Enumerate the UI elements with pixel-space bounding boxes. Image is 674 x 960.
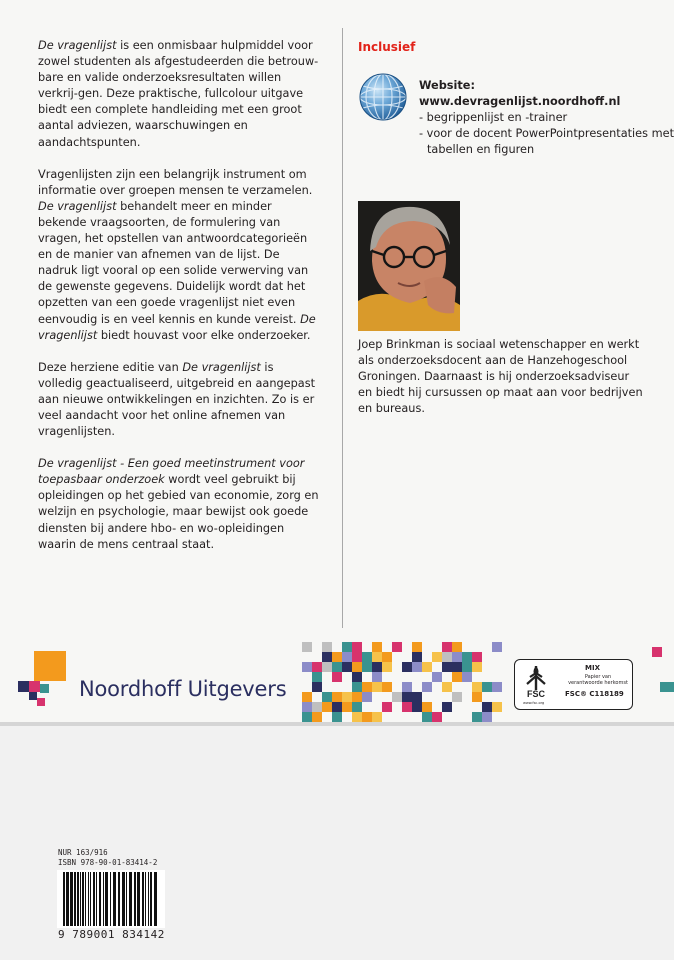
mosaic-tile (352, 662, 362, 672)
mosaic-tile (332, 702, 342, 712)
mosaic-tile (322, 702, 332, 712)
barcode-bar (126, 872, 127, 926)
barcode-bar (80, 872, 81, 926)
fsc-label (514, 659, 633, 710)
mosaic-tile (402, 662, 412, 672)
barcode-bar (145, 872, 146, 926)
barcode-bar (110, 872, 111, 926)
mosaic-tile (352, 682, 362, 692)
book-full-title: De vragenlijst - Een goed meetinstrument voor toepasbaar onderzoek (38, 457, 305, 487)
barcode-bar (150, 872, 152, 926)
mosaic-tile (422, 712, 432, 722)
included-item: - voor de docent PowerPointpresentaties met tabellen en figuren (419, 127, 674, 156)
mosaic-tile (332, 712, 342, 722)
mosaic-tile (322, 692, 332, 702)
barcode-bar (142, 872, 144, 926)
mosaic-tile (362, 662, 372, 672)
mosaic-tile (412, 652, 422, 662)
barcode-bar (134, 872, 136, 926)
decorative-square (660, 682, 674, 692)
mosaic-tile (422, 662, 432, 672)
mosaic-tile (462, 672, 472, 682)
description-paragraph-2: Vragenlijsten zijn een belangrijk instrument om informatie over groepen mensen te verzamelen. De vragenlijst behandelt meer en minder bekende vraagsoorten, de formulering van vragen, het opstellen van antwoordcategorieën en de manier van afnemen van de lijst. De nadruk ligt vooral op een solide verwerving van de gewenste gegevens. Duidelijk wordt dat het opzetten van een goede vragenlijst niet even eenvoudig is en veel kennis en kunde vereist. De vragenlijst biedt houvast voor elke onderzoeker. (38, 167, 316, 342)
mosaic-tile (372, 652, 382, 662)
mosaic-tile (442, 652, 452, 662)
barcode-bar (70, 872, 73, 926)
mosaic-tile (322, 652, 332, 662)
description-paragraph-4: De vragenlijst - Een goed meetinstrument voor toepasbaar onderzoek wordt veel gebruikt bij opleidingen op het gebied van economie, zorg en welzijn en psychologie, maar bewijst ook goede diensten bij andere hbo- en wo-opleidingen waarin de mens centraal staat. (38, 457, 319, 551)
mosaic-tile (432, 652, 442, 662)
mosaic-tile (482, 702, 492, 712)
barcode-bar (129, 872, 132, 926)
mosaic-tile (352, 712, 362, 722)
mosaic-tile (442, 642, 452, 652)
mosaic-tile (302, 702, 312, 712)
mosaic-tile (452, 672, 462, 682)
mosaic-tile (372, 672, 382, 682)
mosaic-tile (392, 692, 402, 702)
mosaic-tile (432, 672, 442, 682)
decorative-square (652, 647, 662, 657)
mosaic-tile (432, 712, 442, 722)
mosaic-tile (342, 702, 352, 712)
mosaic-tile (442, 702, 452, 712)
publisher-name: Noordhoff Uitgevers (79, 677, 287, 701)
mosaic-tile (322, 642, 332, 652)
mosaic-tile (462, 652, 472, 662)
mosaic-tile (492, 682, 502, 692)
mosaic-tile (302, 692, 312, 702)
nur-code: NUR 163/916 (58, 848, 108, 857)
mosaic-tile (382, 662, 392, 672)
mosaic-tile (492, 642, 502, 652)
mosaic-tile (382, 652, 392, 662)
fsc-tree-icon (521, 664, 551, 702)
barcode-bar (103, 872, 104, 926)
barcode-bar (63, 872, 65, 926)
mosaic-tile (362, 692, 372, 702)
classification-codes (58, 848, 157, 867)
mosaic-tile (372, 682, 382, 692)
barcode-bar (88, 872, 89, 926)
mosaic-tile (452, 692, 462, 702)
mosaic-tile (362, 682, 372, 692)
author-bio: Joep Brinkman is sociaal wetenschapper en werkt als onderzoeksdocent aan de Hanzehogeschool Groningen. Daarnaast is hij onderzoeksadviseur en biedt hij cursussen op maat aan voor bedrijven en bureaus. (358, 338, 643, 416)
book-title: De vragenlijst (38, 199, 117, 213)
mosaic-tile (372, 712, 382, 722)
mosaic-tile (312, 712, 322, 722)
noordhoff-logo-icon (18, 651, 68, 717)
mosaic-tile (312, 702, 322, 712)
mosaic-tile (422, 682, 432, 692)
mosaic-tile (452, 642, 462, 652)
description-column (38, 38, 320, 569)
mosaic-tile (472, 692, 482, 702)
barcode-number: 9 789001 834142 (58, 928, 165, 941)
isbn-code: ISBN 978-90-01-83414-2 (58, 857, 158, 867)
mosaic-tile (472, 662, 482, 672)
barcode-bar (148, 872, 149, 926)
mosaic-tile (412, 662, 422, 672)
mosaic-tile (352, 642, 362, 652)
author-photo (358, 201, 460, 331)
mosaic-tile (472, 712, 482, 722)
globe-icon (358, 72, 408, 126)
mosaic-tile (402, 682, 412, 692)
website-block (419, 78, 674, 158)
mosaic-tile (352, 702, 362, 712)
mosaic-tile (452, 652, 462, 662)
barcode-bar (85, 872, 86, 926)
mosaic-tile (372, 642, 382, 652)
barcode-bar (77, 872, 79, 926)
mosaic-tile (472, 652, 482, 662)
mosaic-tile (482, 712, 492, 722)
mosaic-tile (332, 672, 342, 682)
mosaic-tile (382, 702, 392, 712)
fsc-url: www.fsc.org (523, 701, 545, 705)
mosaic-tile (312, 682, 322, 692)
included-item: - begrippenlijst en -trainer (419, 111, 568, 124)
fsc-code: FSC® C118189 (565, 690, 624, 698)
mosaic-tile (412, 642, 422, 652)
barcode-bar (154, 872, 157, 926)
barcode-bar (99, 872, 101, 926)
mosaic-tile (362, 652, 372, 662)
included-items-list (419, 110, 674, 158)
mosaic-tile (342, 642, 352, 652)
barcode (57, 870, 165, 928)
book-title: De vragenlijst (38, 39, 117, 52)
barcode-bar (93, 872, 95, 926)
barcode-bar (113, 872, 116, 926)
mosaic-tile (362, 712, 372, 722)
mosaic-tile (302, 662, 312, 672)
color-mosaic (302, 642, 502, 726)
mosaic-tile (352, 672, 362, 682)
mosaic-tile (302, 642, 312, 652)
mosaic-tile (382, 682, 392, 692)
book-title: De vragenlijst (38, 312, 316, 342)
mosaic-tile (412, 702, 422, 712)
website-label: Website: (419, 79, 475, 92)
mosaic-tile (352, 692, 362, 702)
barcode-bar (118, 872, 120, 926)
mosaic-tile (322, 662, 332, 672)
mosaic-tile (332, 652, 342, 662)
mosaic-tile (422, 702, 432, 712)
description-paragraph-1: De vragenlijst is een onmisbaar hulpmiddel voor zowel studenten als afgestudeerden die betrouw-bare en valide onderzoeksresultaten willen verkrij-gen. Deze praktische, fullcolour uitgave biedt een complete handleiding met een groot aantal adviezen, waarschuwingen en aandachtspunten. (38, 39, 319, 149)
mosaic-tile (402, 692, 412, 702)
mosaic-tile (312, 672, 322, 682)
mosaic-tile (342, 662, 352, 672)
mosaic-tile (372, 662, 382, 672)
mosaic-tile (302, 712, 312, 722)
barcode-bar (74, 872, 76, 926)
fsc-papier: Papier van verantwoorde herkomst (568, 674, 628, 686)
barcode-bar (96, 872, 97, 926)
inclusief-heading: Inclusief (358, 40, 416, 54)
mosaic-tile (402, 702, 412, 712)
mosaic-tile (442, 662, 452, 672)
mosaic-tile (482, 682, 492, 692)
mosaic-tile (352, 652, 362, 662)
mosaic-tile (442, 682, 452, 692)
barcode-bar (90, 872, 91, 926)
website-url[interactable]: www.devragenlijst.noordhoff.nl (419, 95, 621, 108)
mosaic-tile (392, 642, 402, 652)
mosaic-tile (342, 692, 352, 702)
column-divider (342, 28, 343, 628)
mosaic-tile (342, 652, 352, 662)
fsc-mix: MIX (585, 664, 600, 672)
description-paragraph-3: Deze herziene editie van De vragenlijst is volledig geactualiseerd, uitgebreid en aangepast aan nieuwe ontwikkelingen en inzichten. Zo is er veel aandacht voor het online afnemen van vragenlijsten. (38, 360, 316, 439)
barcode-bar (82, 872, 84, 926)
barcode-bar (66, 872, 69, 926)
barcode-bar (137, 872, 140, 926)
mosaic-tile (462, 662, 472, 672)
mosaic-tile (412, 692, 422, 702)
barcode-bar (105, 872, 108, 926)
fsc-logo-text: FSC (527, 689, 545, 698)
mosaic-tile (472, 682, 482, 692)
mosaic-tile (332, 662, 342, 672)
mosaic-tile (312, 662, 322, 672)
barcode-bar (122, 872, 125, 926)
mosaic-tile (452, 662, 462, 672)
mosaic-tile (492, 702, 502, 712)
mosaic-tile (332, 692, 342, 702)
book-title: De vragenlijst (182, 360, 261, 374)
